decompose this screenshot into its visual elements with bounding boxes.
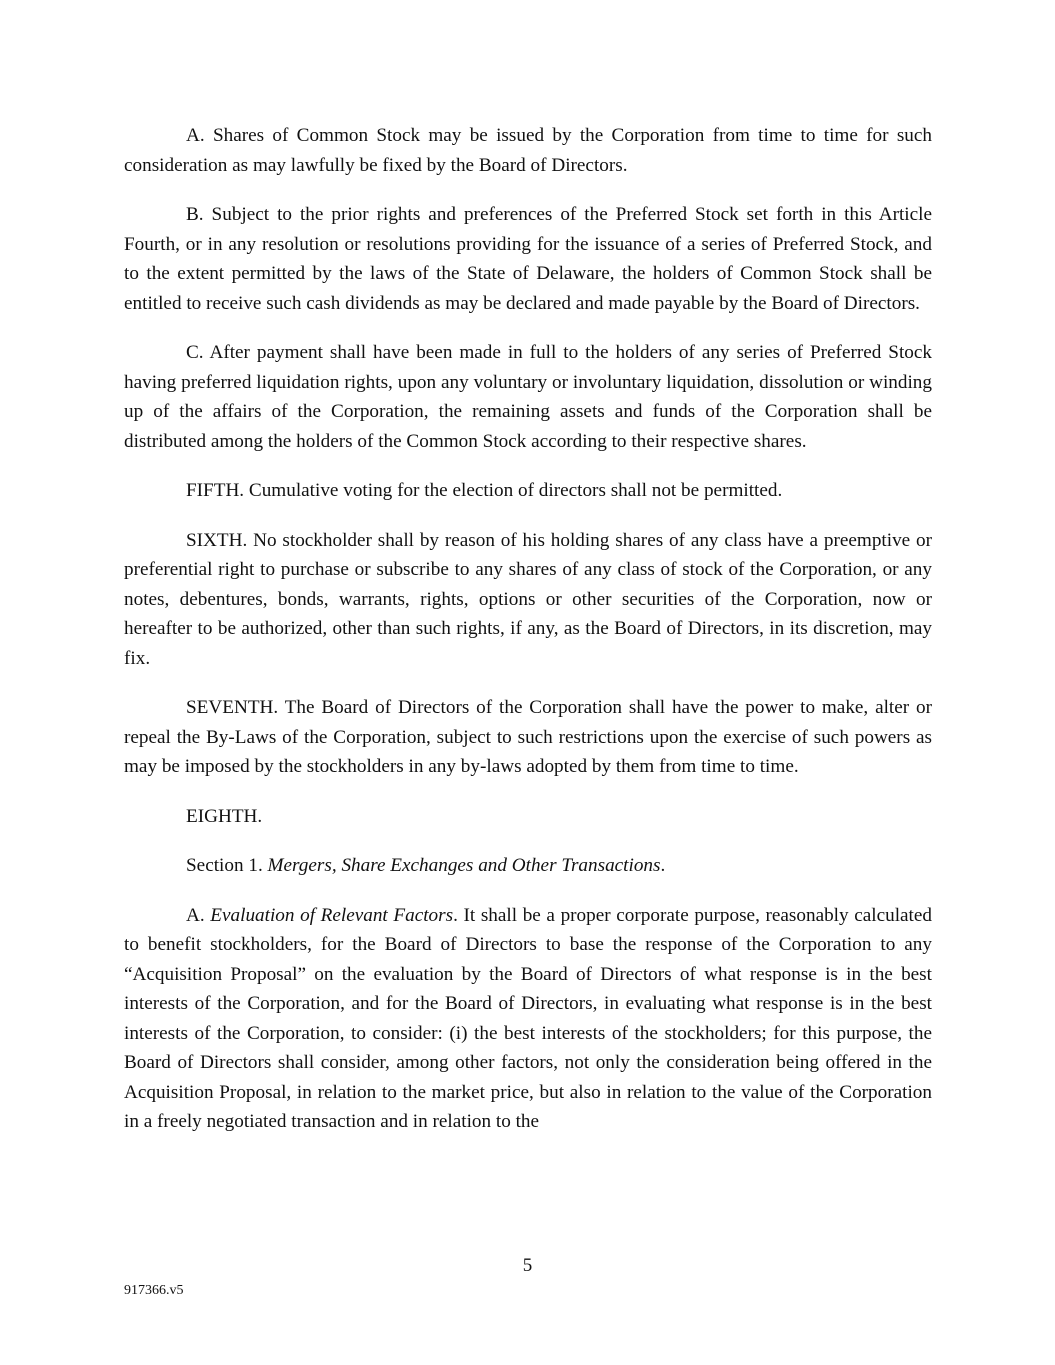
paragraph-a-evaluation-title: Evaluation of Relevant Factors bbox=[210, 904, 454, 926]
paragraph-a-evaluation-prefix: A. bbox=[186, 904, 211, 926]
paragraph-sixth: SIXTH. No stockholder shall by reason of his holding shares of any class have a preemptive or preferential right to purchase or subscribe to any shares of any class of stock of the Corporation, or any notes, debentures, bonds, warrants, rights, options or other securities of the Corporation, now or hereafter to be authorized, other than such rights, if any, as the Board of Directors, in its discretion, may fix. bbox=[124, 529, 932, 669]
paragraph-b-dividends: B. Subject to the prior rights and preferences of the Preferred Stock set forth in this Article Fourth, or in any resolution or resolutions providing for the issuance of a series of Preferred Stock, and to the extent permitted by the laws of the State of Delaware, the holders of Common Stock shall be entitled to receive such cash dividends as may be declared and made payable by the Board of Directors. bbox=[124, 204, 932, 314]
paragraph-a-common-stock-issuance: A. Shares of Common Stock may be issued by the Corporation from time to time for such consideration as may lawfully be fixed by the Board of Directors. bbox=[124, 125, 932, 176]
section-1-heading bbox=[124, 851, 932, 881]
section-1-title: Mergers, Share Exchanges and Other Transactions bbox=[267, 855, 661, 876]
paragraph-seventh: SEVENTH. The Board of Directors of the Corporation shall have the power to make, alter or repeal the By-Laws of the Corporation, subject to such restrictions upon the exercise of such powers as may be imposed by the stockholders in any by-laws adopted by them from time to time. bbox=[124, 697, 932, 777]
section-1-prefix: Section 1. bbox=[186, 855, 268, 876]
section-1-suffix: . bbox=[660, 855, 666, 876]
paragraph-fifth: FIFTH. Cumulative voting for the election of directors shall not be permitted. bbox=[186, 480, 783, 501]
document-body bbox=[124, 121, 932, 1157]
page-number: 5 bbox=[522, 1255, 533, 1276]
document-id: 917366.v5 bbox=[124, 1283, 184, 1298]
paragraph-c-liquidation: C. After payment shall have been made in full to the holders of any series of Preferred Stock having preferred liquidation rights, upon any voluntary or involuntary liquidation, dissolution or winding up of the affairs of the Corporation, the remaining assets and funds of the Corporation shall be distributed among the holders of the Common Stock according to their respective shares. bbox=[124, 342, 932, 452]
paragraph-a-evaluation-body: . It shall be a proper corporate purpose, reasonably calculated to benefit stockholders, for the Board of Directors to base the response of the Corporation to any “Acquisition Proposal” on the evaluation by the Board of Directors of what response is in the best interests of the Corporation, and for the Board of Directors, in evaluating what response is in the best interests of the Corporation, to consider: (i) the best interests of the stockholders; for this purpose, the Board of Directors shall consider, among other factors, not only the consideration being offered in the Acquisition Proposal, in relation to the market price, but also in relation to the value of the Corporation in a freely negotiated transaction and in relation to the bbox=[124, 904, 932, 1132]
paragraph-a-evaluation bbox=[124, 901, 932, 1137]
paragraph-eighth-heading: EIGHTH. bbox=[186, 805, 263, 827]
